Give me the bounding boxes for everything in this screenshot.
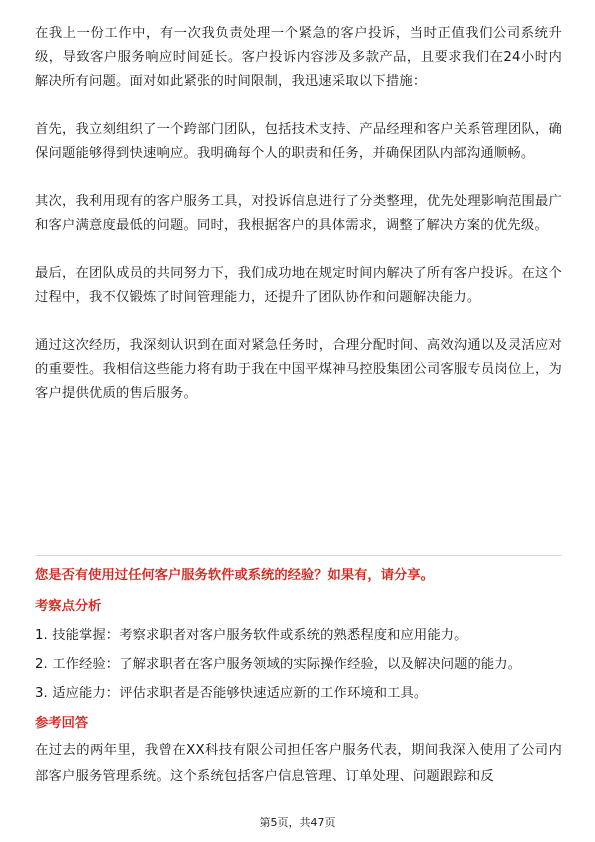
list-item: 2. 工作经验：了解求职者在客户服务领域的实际操作经验，以及解决问题的能力。: [35, 657, 522, 672]
analysis-list: [35, 621, 562, 708]
paragraph-last: 最后，在团队成员的共同努力下，我们成功地在规定时间内解决了所有客户投诉。在这个过程中，我不仅锻炼了时间管理能力，还提升了团队协作和问题解决能力。: [35, 266, 562, 305]
answer-text: 在过去的两年里，我曾在XX科技有限公司担任客户服务代表，期间我深入使用了公司内部客户服务管理系统。这个系统包括客户信息管理、订单处理、问题跟踪和反: [35, 743, 562, 784]
list-item: 1. 技能掌握：考察求职者对客户服务软件或系统的熟悉程度和应用能力。: [35, 628, 468, 643]
paragraph-second: 其次，我利用现有的客户服务工具，对投诉信息进行了分类整理，优先处理影响范围最广和客户满意度最低的问题。同时，我根据客户的具体需求，调整了解决方案的优先级。: [35, 194, 562, 233]
paragraph-intro: 在我上一份工作中，有一次我负责处理一个紧急的客户投诉，当时正值我们公司系统升级，导致客户服务响应时间延长。客户投诉内容涉及多款产品，且要求我们在24小时内解决所有问题。面对如此紧张的时间限制，我迅速采取以下措施：: [35, 26, 562, 89]
question-heading: 您是否有使用过任何客户服务软件或系统的经验？如果有，请分享。: [35, 568, 434, 583]
analysis-label: 考察点分析: [35, 599, 102, 614]
page-number: 第5页，共47页: [259, 816, 336, 829]
section-divider: [35, 555, 562, 556]
paragraph-first: 首先，我立刻组织了一个跨部门团队，包括技术支持、产品经理和客户关系管理团队，确保问题能够得到快速响应。我明确每个人的职责和任务，并确保团队内部沟通顺畅。: [35, 122, 562, 161]
answer-label: 参考回答: [35, 716, 89, 731]
paragraph-conclusion: 通过这次经历，我深刻认识到在面对紧急任务时，合理分配时间、高效沟通以及灵活应对的重要性。我相信这些能力将有助于我在中国平煤神马控股集团公司客服专员岗位上，为客户提供优质的售后服务。: [35, 338, 562, 401]
body-text: [35, 22, 562, 406]
list-item: 3. 适应能力：评估求职者是否能够快速适应新的工作环境和工具。: [35, 686, 428, 701]
